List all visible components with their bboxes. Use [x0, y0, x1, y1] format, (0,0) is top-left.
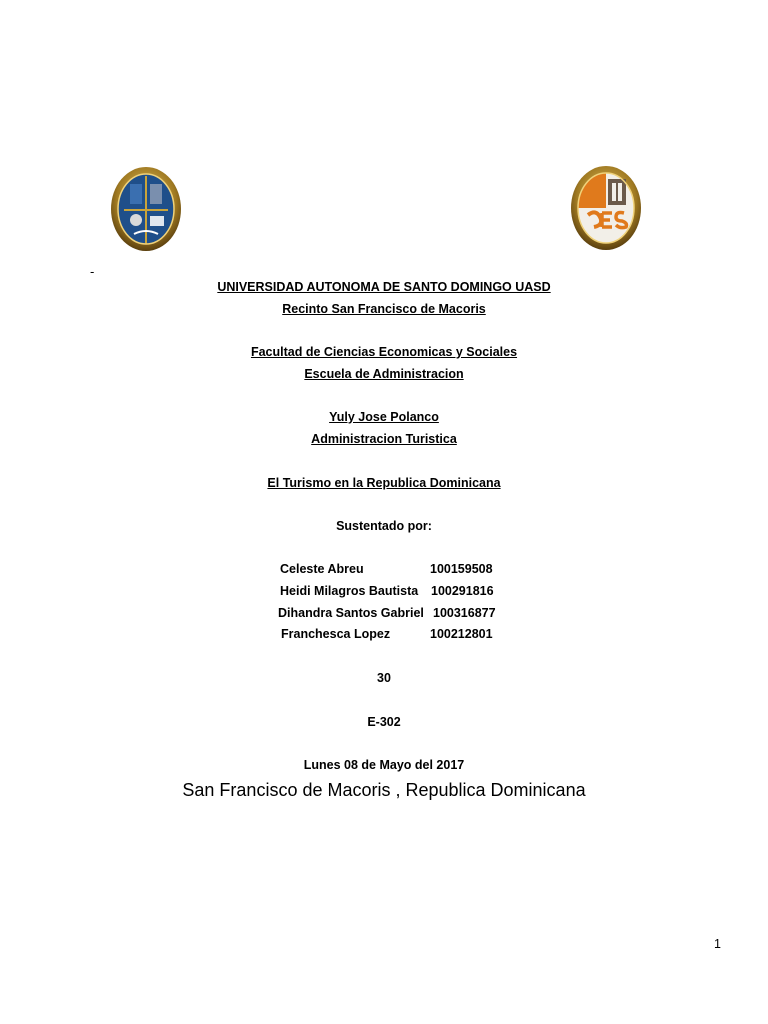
- ces-seal-graphic: [570, 165, 642, 251]
- topic-title: El Turismo en la Republica Dominicana: [267, 476, 501, 490]
- school-name: Escuela de Administracion: [304, 367, 464, 381]
- faculty-name: Facultad de Ciencias Economicas y Sociales: [250, 345, 518, 359]
- student-id: 100291816: [431, 583, 494, 598]
- presentation-date: Lunes 08 de Mayo del 2017: [303, 758, 465, 772]
- students-list: [278, 561, 538, 648]
- uasd-seal-graphic: [110, 166, 182, 252]
- ces-seal-icon: [570, 165, 642, 251]
- student-name: Celeste Abreu: [280, 562, 364, 576]
- student-id: 100212801: [430, 627, 493, 642]
- student-row: [278, 605, 538, 627]
- classroom-code: E-302: [367, 715, 401, 729]
- location-line: San Francisco de Macoris , Republica Dominicana: [182, 780, 586, 800]
- student-id: 100316877: [433, 605, 496, 620]
- dash-mark: -: [90, 264, 95, 279]
- presented-by-label: Sustentado por:: [336, 519, 432, 533]
- university-title: UNIVERSIDAD AUTONOMA DE SANTO DOMINGO UASD: [217, 280, 551, 294]
- student-id: 100159508: [430, 562, 493, 576]
- student-row: [278, 583, 538, 605]
- campus-name: Recinto San Francisco de Macoris: [282, 302, 486, 316]
- student-row: [278, 561, 538, 583]
- uasd-seal-icon: [110, 166, 182, 252]
- professor-name: Yuly Jose Polanco: [329, 410, 439, 424]
- course-name: Administracion Turistica: [311, 432, 457, 446]
- student-name: Franchesca Lopez: [281, 627, 391, 642]
- page-number: 1: [714, 937, 721, 951]
- student-name: Heidi Milagros Bautista: [280, 583, 419, 598]
- student-name: Dihandra Santos Gabriel: [278, 605, 424, 620]
- section-number: 30: [377, 671, 391, 685]
- student-row: [278, 626, 538, 648]
